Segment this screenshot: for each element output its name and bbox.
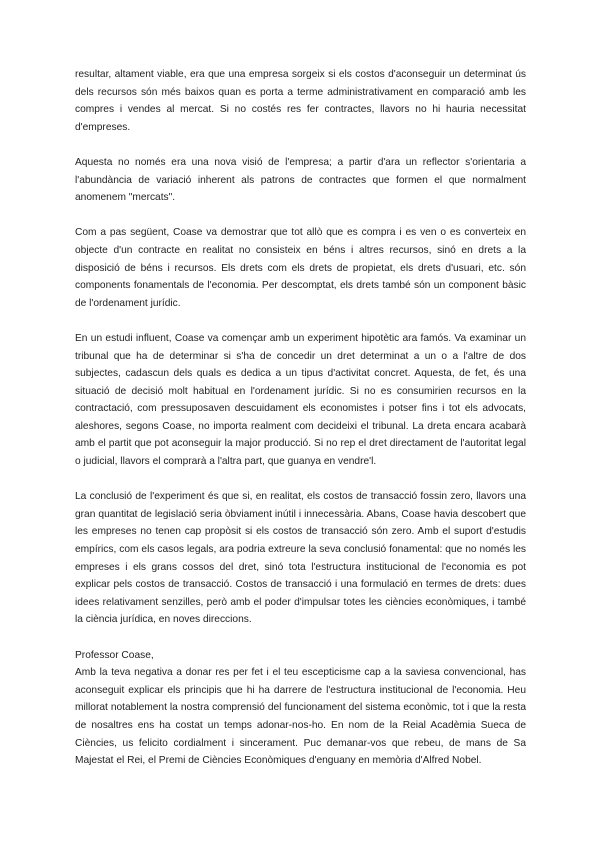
salutation: Professor Coase,	[75, 649, 154, 661]
paragraph-firm-costs: resultar, altament viable, era que una empresa sorgeix si els costos d'aconseguir un determinat ús dels recursos són més baixos quan es porta a terme administrativament en comparació amb les compres i vendes al mercat. Si no costés res fer contractes, llavors no hi hauria necessitat d'empreses.	[75, 69, 526, 133]
paragraph-thought-experiment: En un estudi influent, Coase va començar amb un experiment hipotètic ara famós. Va examinar un tribunal que ha de determinar si s'ha de concedir un dret determinat a un o a l'altre de dos subjectes, cadascun dels quals es dedica a un tipus d'activitat concret. Aquesta, de fet, és una situació de decisió molt habitual en l'ordenament jurídic. Si no es consumirien recursos en la contractació, com pressuposaven descuidament els economistes i potser fins i tot els advocats, aleshores, segons Coase, no importa realment com decideixi el tribunal. La dreta encara acabarà amb el partit que pot aconseguir la major producció. Si no rep el dret directament de l'autoritat legal o judicial, llavors el comprarà a l'altra part, que guanya en vendre'l.	[75, 332, 526, 468]
closing-paragraph: Amb la teva negativa a donar res per fet i el teu escepticisme cap a la saviesa convencional, has aconseguit explicar els principis que hi ha darrere de l'estructura institucional de l'economia. Heu millorat notablement la nostra comprensió del funcionament del sistema econòmic, tot i que la resta de nosaltres ens ha costat un temps adonar-nos-ho. En nom de la Reial Acadèmia Sueca de Ciències, us felicito cordialment i sincerament. Puc demanar-vos que rebeu, de mans de Sa Majestat el Rei, el Premi de Ciències Econòmiques d'enguany en memòria d'Alfred Nobel.	[75, 667, 526, 767]
paragraph-new-vision: Aquesta no només era una nova visió de l'empresa; a partir d'ara un reflector s'orientaria a l'abundància de variació inherent als patrons de contractes que formen el que normalment anomenem "mercats".	[75, 156, 526, 204]
document-page	[75, 66, 526, 770]
paragraph-conclusion: La conclusió de l'experiment és que si, en realitat, els costos de transacció fossin zero, llavors una gran quantitat de legislació seria òbviament inútil i innecessària. Abans, Coase havia descobert que les empreses no tenen cap propòsit si els costos de transacció són zero. Amb el suport d'estudis empírics, com els casos legals, ara podria extreure la seva conclusió fonamental: que no només les empreses i els grans cossos del dret, sinó tota l'estructura institucional de l'economia es pot explicar pels costos de transacció. Costos de transacció i una formulació en termes de drets: dues idees relativament senzilles, però amb el poder d'impulsar totes les ciències econòmiques, i també la ciència jurídica, en noves direccions.	[75, 491, 526, 626]
paragraph-rights: Com a pas següent, Coase va demostrar que tot allò que es compra i es ven o es converteix en objecte d'un contracte en realitat no consisteix en béns i altres recursos, sinó en drets a la disposició de béns i recursos. Els drets com els drets de propietat, els drets d'usuari, etc. són components fonamentals de l'economia. Per descomptat, els drets també són un component bàsic de l'ordenament jurídic.	[75, 227, 526, 309]
